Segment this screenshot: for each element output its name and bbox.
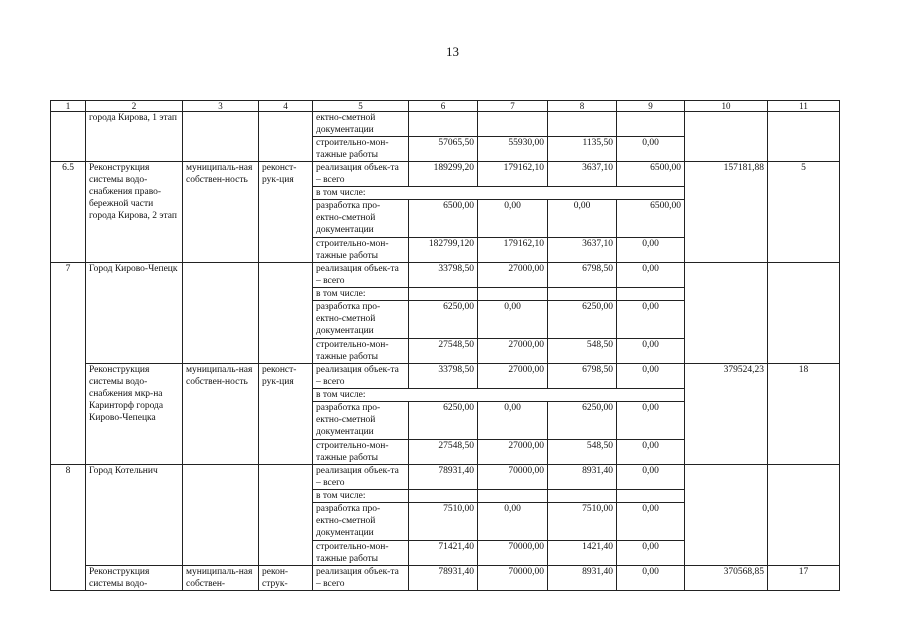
work-type-cell: реконст-рук-ция [259, 364, 313, 465]
value-cell: 27000,00 [478, 339, 548, 364]
value-cell: 27000,00 [478, 440, 548, 465]
value-cell: 189299,20 [409, 162, 478, 187]
category-label: в том числе: [313, 389, 685, 402]
col-header-4: 4 [259, 101, 313, 112]
table-row [51, 364, 840, 389]
category-label: реализация объек-та – всего [313, 364, 409, 389]
ownership-cell: муниципаль-ная собствен-ность [183, 162, 259, 263]
value-cell: 6250,00 [548, 402, 617, 440]
count-cell: 18 [768, 364, 840, 465]
value-cell: 0,00 [617, 301, 685, 339]
item-number: 8 [51, 465, 86, 591]
table-row [51, 112, 840, 137]
category-label: строительно-мон-тажные работы [313, 339, 409, 364]
cost-cell: 379524,23 [685, 364, 768, 465]
value-cell: 27548,50 [409, 440, 478, 465]
col-header-10: 10 [685, 101, 768, 112]
value-cell: 0,00 [478, 301, 548, 339]
ownership-cell: муниципаль-ная собствен- [183, 566, 259, 591]
value-cell: 548,50 [548, 339, 617, 364]
col-header-1: 1 [51, 101, 86, 112]
value-cell: 71421,40 [409, 541, 478, 566]
category-label: в том числе: [313, 187, 685, 200]
value-cell: 0,00 [617, 465, 685, 490]
table-row [51, 263, 840, 288]
value-cell: 8931,40 [548, 465, 617, 490]
category-label: ектно-сметной документации [313, 112, 409, 137]
value-cell: 33798,50 [409, 364, 478, 389]
value-cell: 0,00 [617, 440, 685, 465]
value-cell: 0,00 [548, 200, 617, 238]
page-number: 13 [446, 44, 459, 59]
category-label: строительно-мон-тажные работы [313, 541, 409, 566]
value-cell: 0,00 [617, 566, 685, 591]
value-cell: 182799,120 [409, 238, 478, 263]
value-cell: 0,00 [617, 503, 685, 541]
count-cell: 5 [768, 162, 840, 263]
value-cell: 78931,40 [409, 465, 478, 490]
object-name: Реконструкция системы водо-снабжения право-бережной части города Кирова, 2 этап [86, 162, 183, 263]
category-label: в том числе: [313, 288, 409, 301]
item-number: 7 [51, 263, 86, 465]
category-label: строительно-мон-тажные работы [313, 440, 409, 465]
category-label: строительно-мон-тажные работы [313, 238, 409, 263]
value-cell: 0,00 [478, 200, 548, 238]
col-header-3: 3 [183, 101, 259, 112]
object-name: Реконструкция системы водо-снабжения мкр-на Каринторф города Кирово-Чепецка [86, 364, 183, 465]
value-cell: 0,00 [617, 339, 685, 364]
object-name: Город Котельнич [86, 465, 183, 566]
category-label: в том числе: [313, 490, 409, 503]
col-header-9: 9 [617, 101, 685, 112]
value-cell: 70000,00 [478, 566, 548, 591]
value-cell: 6250,00 [409, 402, 478, 440]
cost-cell: 370568,85 [685, 566, 768, 591]
value-cell: 6798,50 [548, 263, 617, 288]
value-cell: 6250,00 [409, 301, 478, 339]
value-cell: 1135,50 [548, 137, 617, 162]
value-cell: 3637,10 [548, 162, 617, 187]
value-cell: 0,00 [617, 238, 685, 263]
value-cell: 70000,00 [478, 541, 548, 566]
col-header-5: 5 [313, 101, 409, 112]
value-cell: 0,00 [617, 402, 685, 440]
category-label: реализация объек-та – всего [313, 566, 409, 591]
value-cell: 7510,00 [548, 503, 617, 541]
value-cell: 0,00 [617, 541, 685, 566]
value-cell: 179162,10 [478, 162, 548, 187]
value-cell: 6250,00 [548, 301, 617, 339]
value-cell: 33798,50 [409, 263, 478, 288]
value-cell: 0,00 [617, 364, 685, 389]
value-cell: 27000,00 [478, 364, 548, 389]
value-cell: 7510,00 [409, 503, 478, 541]
item-number: 6.5 [51, 162, 86, 263]
object-name: Город Кирово-Чепецк [86, 263, 183, 364]
funding-table [50, 100, 840, 591]
value-cell: 0,00 [478, 402, 548, 440]
category-label: разработка про-ектно-сметной документации [313, 301, 409, 339]
category-label: строительно-мон-тажные работы [313, 137, 409, 162]
category-label: реализация объек-та – всего [313, 465, 409, 490]
col-header-2: 2 [86, 101, 183, 112]
value-cell: 27000,00 [478, 263, 548, 288]
col-header-8: 8 [548, 101, 617, 112]
value-cell: 179162,10 [478, 238, 548, 263]
work-type-cell: рекон-струк- [259, 566, 313, 591]
table-row [51, 465, 840, 490]
category-label: реализация объек-та – всего [313, 162, 409, 187]
value-cell: 6798,50 [548, 364, 617, 389]
ownership-cell: муниципаль-ная собствен-ность [183, 364, 259, 465]
work-type-cell: реконст-рук-ция [259, 162, 313, 263]
count-cell: 17 [768, 566, 840, 591]
value-cell: 27548,50 [409, 339, 478, 364]
column-number-row [51, 101, 840, 112]
value-cell: 6500,00 [409, 200, 478, 238]
category-label: разработка про-ектно-сметной документации [313, 402, 409, 440]
category-label: реализация объек-та – всего [313, 263, 409, 288]
value-cell: 548,50 [548, 440, 617, 465]
value-cell: 70000,00 [478, 465, 548, 490]
value-cell: 0,00 [617, 263, 685, 288]
col-header-6: 6 [409, 101, 478, 112]
value-cell: 78931,40 [409, 566, 478, 591]
value-cell: 8931,40 [548, 566, 617, 591]
cost-cell: 157181,88 [685, 162, 768, 263]
object-name: Реконструкция системы водо- [86, 566, 183, 591]
table-row [51, 566, 840, 591]
value-cell: 3637,10 [548, 238, 617, 263]
value-cell: 0,00 [617, 137, 685, 162]
value-cell: 55930,00 [478, 137, 548, 162]
col-header-11: 11 [768, 101, 840, 112]
value-cell: 6500,00 [617, 200, 685, 238]
category-label: разработка про-ектно-сметной документации [313, 200, 409, 238]
table-row [51, 162, 840, 187]
value-cell: 1421,40 [548, 541, 617, 566]
value-cell: 0,00 [478, 503, 548, 541]
col-header-7: 7 [478, 101, 548, 112]
value-cell: 6500,00 [617, 162, 685, 187]
category-label: разработка про-ектно-сметной документации [313, 503, 409, 541]
value-cell: 57065,50 [409, 137, 478, 162]
object-name: города Кирова, 1 этап [86, 112, 183, 162]
